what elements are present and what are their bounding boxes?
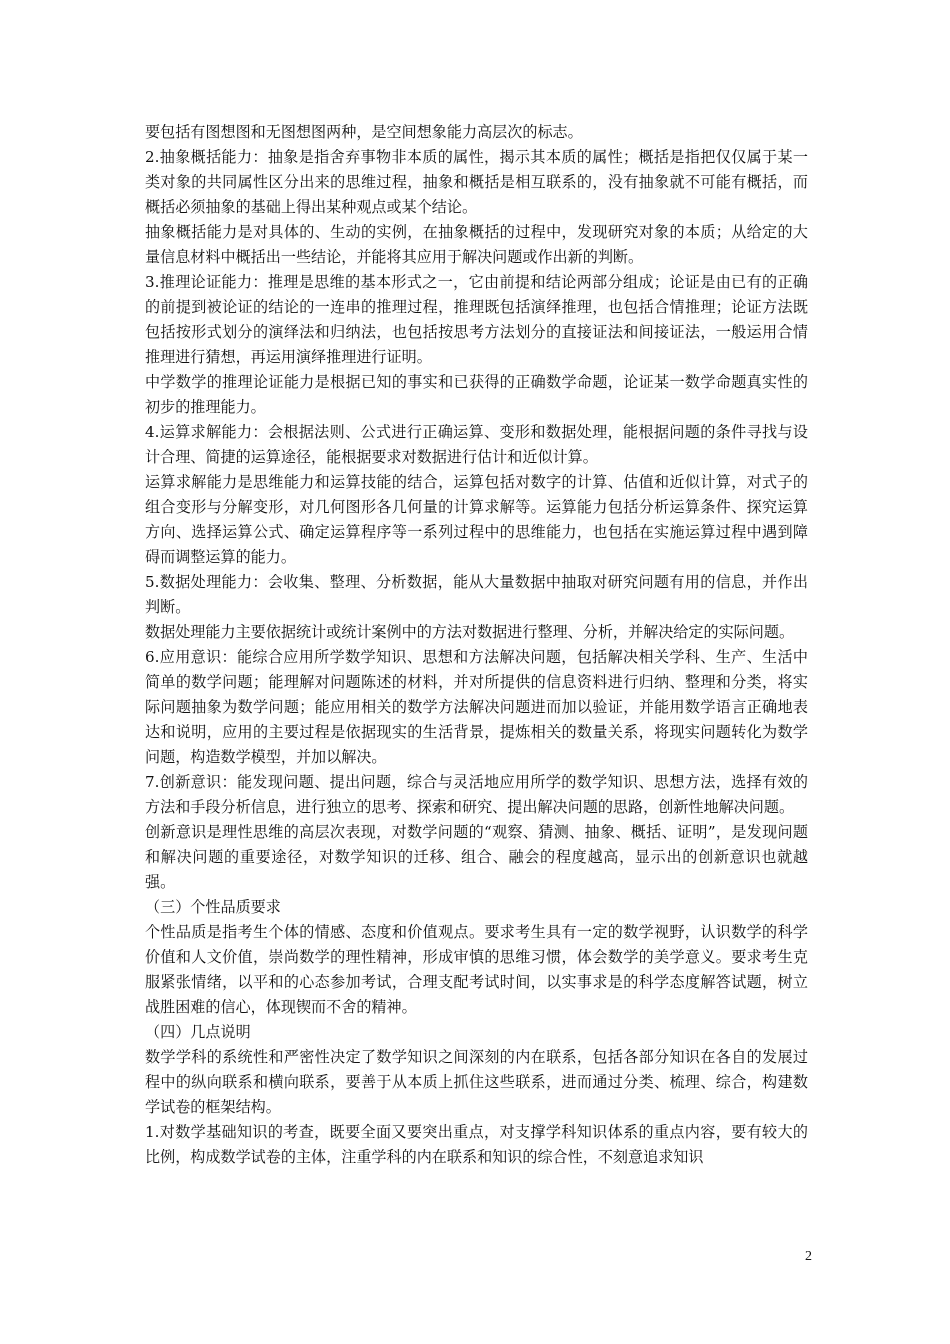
paragraph-abstraction-definition: 2.抽象概括能力：抽象是指舍弃事物非本质的属性，揭示其本质的属性；概括是指把仅仅属于某一类对象的共同属性区分出来的思维过程，抽象和概括是相互联系的，没有抽象就不可能有概括，而概括必须抽象的基础上得出某种观点或某个结论。 [145,148,808,216]
paragraph-reasoning-definition: 3.推理论证能力：推理是思维的基本形式之一，它由前提和结论两部分组成；论证是由已有的正确的前提到被论证的结论的一连串的推理过程，推理既包括演绎推理，也包括合情推理；论证方法既包括按形式划分的演绎法和归纳法，也包括按思考方法划分的直接证法和间接证法，一般运用合情推理进行猜想，再运用演绎推理进行证明。 [145,273,808,366]
body-text [145,120,808,1170]
paragraph-innovation-explanation: 创新意识是理性思维的高层次表现，对数学问题的“观察、猜测、抽象、概括、证明”，是发现问题和解决问题的重要途径，对数学知识的迁移、组合、融会的程度越高，显示出的创新意识也就越强。 [145,823,808,891]
paragraph-data-processing-explanation: 数据处理能力主要依据统计或统计案例中的方法对数据进行整理、分析，并解决给定的实际问题。 [145,623,795,641]
page-number: 2 [805,1249,812,1264]
section-heading-notes: （四）几点说明 [145,1023,251,1041]
paragraph-abstraction-explanation: 抽象概括能力是对具体的、生动的实例，在抽象概括的过程中，发现研究对象的本质；从给定的大量信息材料中概括出一些结论，并能将其应用于解决问题或作出新的判断。 [145,223,808,266]
paragraph-reasoning-explanation: 中学数学的推理论证能力是根据已知的事实和已获得的正确数学命题，论证某一数学命题真实性的初步的推理能力。 [145,373,808,416]
paragraph-spatial-imagination-end: 要包括有图想图和无图想图两种，是空间想象能力高层次的标志。 [145,123,583,141]
paragraph-notes-intro: 数学学科的系统性和严密性决定了数学知识之间深刻的内在联系，包括各部分知识在各自的发展过程中的纵向联系和横向联系，要善于从本质上抓住这些联系，进而通过分类、梳理、综合，构建数学试卷的框架结构。 [145,1048,808,1116]
section-heading-personal-quality: （三）个性品质要求 [145,898,281,916]
paragraph-notes-item-1: 1.对数学基础知识的考查，既要全面又要突出重点，对支撑学科知识体系的重点内容，要有较大的比例，构成数学试卷的主体，注重学科的内在联系和知识的综合性，不刻意追求知识 [145,1123,808,1166]
paragraph-personal-quality: 个性品质是指考生个体的情感、态度和价值观点。要求考生具有一定的数学视野，认识数学的科学价值和人文价值，崇尚数学的理性精神，形成审慎的思维习惯，体会数学的美学意义。要求考生克服紧张情绪，以平和的心态参加考试，合理支配考试时间，以实事求是的科学态度解答试题，树立战胜困难的信心，体现锲而不舍的精神。 [145,923,808,1016]
paragraph-computation-definition: 4.运算求解能力：会根据法则、公式进行正确运算、变形和数据处理，能根据问题的条件寻找与设计合理、简捷的运算途径，能根据要求对数据进行估计和近似计算。 [145,423,808,466]
paragraph-computation-explanation: 运算求解能力是思维能力和运算技能的结合，运算包括对数字的计算、估值和近似计算，对式子的组合变形与分解变形，对几何图形各几何量的计算求解等。运算能力包括分析运算条件、探究运算方向、选择运算公式、确定运算程序等一系列过程中的思维能力，也包括在实施运算过程中遇到障碍而调整运算的能力。 [145,473,808,566]
paragraph-innovation-definition: 7.创新意识：能发现问题、提出问题，综合与灵活地应用所学的数学知识、思想方法，选择有效的方法和手段分析信息，进行独立的思考、探索和研究、提出解决问题的思路，创新性地解决问题。 [145,773,808,816]
paragraph-data-processing-definition: 5.数据处理能力：会收集、整理、分析数据，能从大量数据中抽取对研究问题有用的信息，并作出判断。 [145,573,808,616]
paragraph-application-awareness: 6.应用意识：能综合应用所学数学知识、思想和方法解决问题，包括解决相关学科、生产、生活中简单的数学问题；能理解对问题陈述的材料，并对所提供的信息资料进行归纳、整理和分类，将实际问题抽象为数学问题；能应用相关的数学方法解决问题进而加以验证，并能用数学语言正确地表达和说明，应用的主要过程是依据现实的生活背景，提炼相关的数量关系，将现实问题转化为数学问题，构造数学模型，并加以解决。 [145,648,808,766]
